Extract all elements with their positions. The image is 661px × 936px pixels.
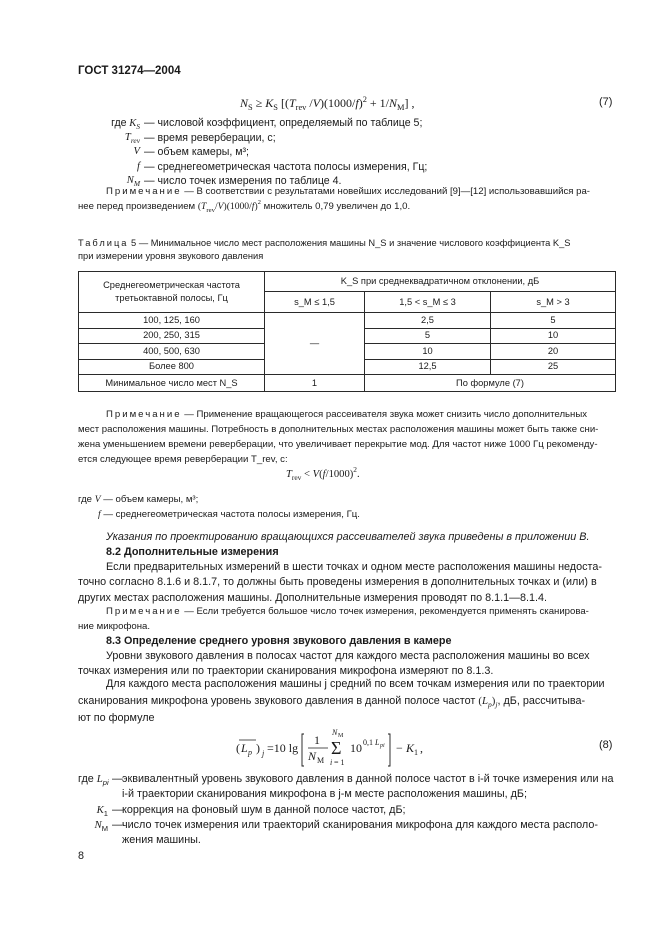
formula-8-graphic bbox=[236, 726, 476, 768]
svg-text:j: j bbox=[262, 749, 265, 758]
note-2-definitions: где V — объем камеры, м³; f — среднегеометрическая частота полосы измерения, Гц. bbox=[78, 494, 360, 521]
formula-7-number: (7) bbox=[599, 96, 613, 108]
svg-text:1: 1 bbox=[414, 748, 418, 757]
formula-7: $N_S \ge K_S$ [($T_{rev}$ $/V)(1000/f)^2 + 1/N_M$] , bbox=[240, 95, 415, 112]
definition-row: где $K_S$ — числовой коэффициент, определяемый по таблице 5; bbox=[111, 117, 423, 131]
table-5 bbox=[78, 271, 616, 392]
svg-text:1: 1 bbox=[314, 733, 320, 747]
svg-text:−: − bbox=[396, 741, 403, 755]
document-header: ГОСТ 31274—2004 bbox=[78, 65, 181, 77]
definition-row: f — среднегеометрическая частота полосы измерения, Гц; bbox=[137, 160, 428, 173]
section-8-3-para-1: Уровни звукового давления в полосах частот для каждого места расположения машины во всех точках измерения или по траектории сканирования микрофона измеряют по 8.1.3. bbox=[78, 650, 590, 678]
section-8-3-heading: 8.3 Определение среднего уровня звукового давления в камере bbox=[106, 635, 452, 647]
section-8-2-text: Если предварительных измерений в шести точках и одном месте расположения машины недоста- точно согласно 8.1.6 и 8.1.7, то должны быть проведены измерения в дополнительных точках и (или) в других местах расположения машины. Дополнительные измерения проводят по 8.1.1—8.1.4. bbox=[78, 561, 602, 604]
page-number: 8 bbox=[78, 850, 85, 862]
svg-text:10: 10 bbox=[350, 741, 362, 755]
svg-text:N: N bbox=[332, 728, 338, 737]
definition-row: $N_M$ — число точек измерения по таблице 4. bbox=[126, 175, 342, 189]
svg-text:M: M bbox=[338, 733, 344, 739]
dash-cell: — bbox=[265, 313, 365, 375]
lp-inline: $(L_p)_j$ bbox=[478, 695, 498, 710]
svg-text:L: L bbox=[375, 738, 380, 747]
note-2: Примечание — Применение вращающегося рассеивателя звука может снизить число дополнительных мест расположения машины. Потребность в дополнительных местах расположения машины может быть также сни- жена уменьшением времени реверберации, что увеличивает перекрытие мод. Для частот ниже 1000 Гц рекоменду- ется следующее время реверберации T_rev, с: bbox=[78, 409, 599, 465]
table-row: Более 800 12,5 25 bbox=[79, 359, 616, 375]
svg-text:=10 lg: =10 lg bbox=[267, 741, 299, 755]
svg-text:= 1: = 1 bbox=[334, 758, 345, 767]
note-1: Примечание — В соответствии с результатами новейших исследований [9]—[12] использовавшийся ра- нее перед произведением $(T_{rev}/V)(1000/f)^2$ множитель 0,79 увеличен до 1,0. bbox=[78, 186, 590, 214]
note-1-formula: $(T_{rev}/V)(1000/f)^2$ bbox=[197, 198, 261, 214]
header-col3: s_M > 3 bbox=[491, 292, 616, 313]
formula-8 bbox=[236, 726, 476, 768]
reference-note: Указания по проектированию вращающихся рассеивателей звука приведены в приложении В. bbox=[106, 531, 590, 543]
svg-text:): ) bbox=[256, 741, 260, 755]
svg-text:Σ: Σ bbox=[331, 738, 342, 758]
table-row: 100, 125, 160 — 2,5 5 bbox=[79, 313, 616, 329]
svg-text:p: p bbox=[248, 748, 252, 757]
definition-row: $K_1$ — коррекция на фоновый шум в данной полосе частот, дБ; bbox=[96, 803, 406, 818]
definition-row: $N_M$ — число точек измерения или траекторий сканирования микрофона для каждого места располо-жения машины. bbox=[94, 818, 598, 847]
table-5-caption: Таблица 5 — Минимальное число мест расположения машины N_S и значение числового коэффициента K_S при измерении уровня звукового давления bbox=[78, 238, 571, 262]
svg-text:(: ( bbox=[236, 741, 240, 755]
svg-text:0,1: 0,1 bbox=[363, 738, 373, 747]
svg-text:M: M bbox=[317, 756, 325, 765]
reverberation-formula: $T_{rev} < V(f/1000)^2$. bbox=[286, 465, 360, 482]
definition-row: где $L_{pi}$ — эквивалентный уровень звукового давления в данной полосе частот в i-й точке измерения или на i-й траектории сканирования микрофона в j-м месте расположения машины, дБ; bbox=[78, 773, 614, 801]
table-row-last: Минимальное число мест N_S 1 По формуле (7) bbox=[79, 375, 616, 392]
svg-text:L: L bbox=[241, 741, 248, 755]
header-ks: K_S при среднеквадратичном отклонении, дБ bbox=[265, 272, 616, 292]
table-row: 200, 250, 315 5 10 bbox=[79, 328, 616, 344]
header-col2: 1,5 < s_M ≤ 3 bbox=[365, 292, 491, 313]
definition-row: V — объем камеры, м³; bbox=[133, 146, 249, 159]
formula-7-definitions bbox=[78, 116, 618, 189]
svg-text:N: N bbox=[308, 749, 317, 763]
svg-text:,: , bbox=[420, 741, 423, 755]
formula-8-definitions bbox=[78, 772, 618, 849]
note-3: Примечание — Если требуется большое число точек измерения, рекомендуется применять сканирова- ние микрофона. bbox=[78, 606, 589, 633]
formula-8-number: (8) bbox=[599, 739, 613, 751]
header-col1: s_M ≤ 1,5 bbox=[265, 292, 365, 313]
section-8-2-heading: 8.2 Дополнительные измерения bbox=[106, 546, 279, 558]
table-row: 400, 500, 630 10 20 bbox=[79, 344, 616, 360]
svg-text:pi: pi bbox=[380, 743, 385, 749]
svg-text:K: K bbox=[406, 741, 415, 755]
definition-row: $T_{rev}$ — время реверберации, с; bbox=[124, 131, 276, 145]
section-8-3-para-2: Для каждого места расположения машины j средний по всем точкам измерения или по траектории сканирования микрофона уровень звукового давления в данной полосе частот $(L_p)_j$, дБ, рассчитыва- ют по формуле bbox=[78, 678, 605, 725]
svg-text:i: i bbox=[330, 758, 333, 767]
header-freq: Среднегеометрическая частота третьоктавной полосы, Гц bbox=[79, 272, 265, 313]
